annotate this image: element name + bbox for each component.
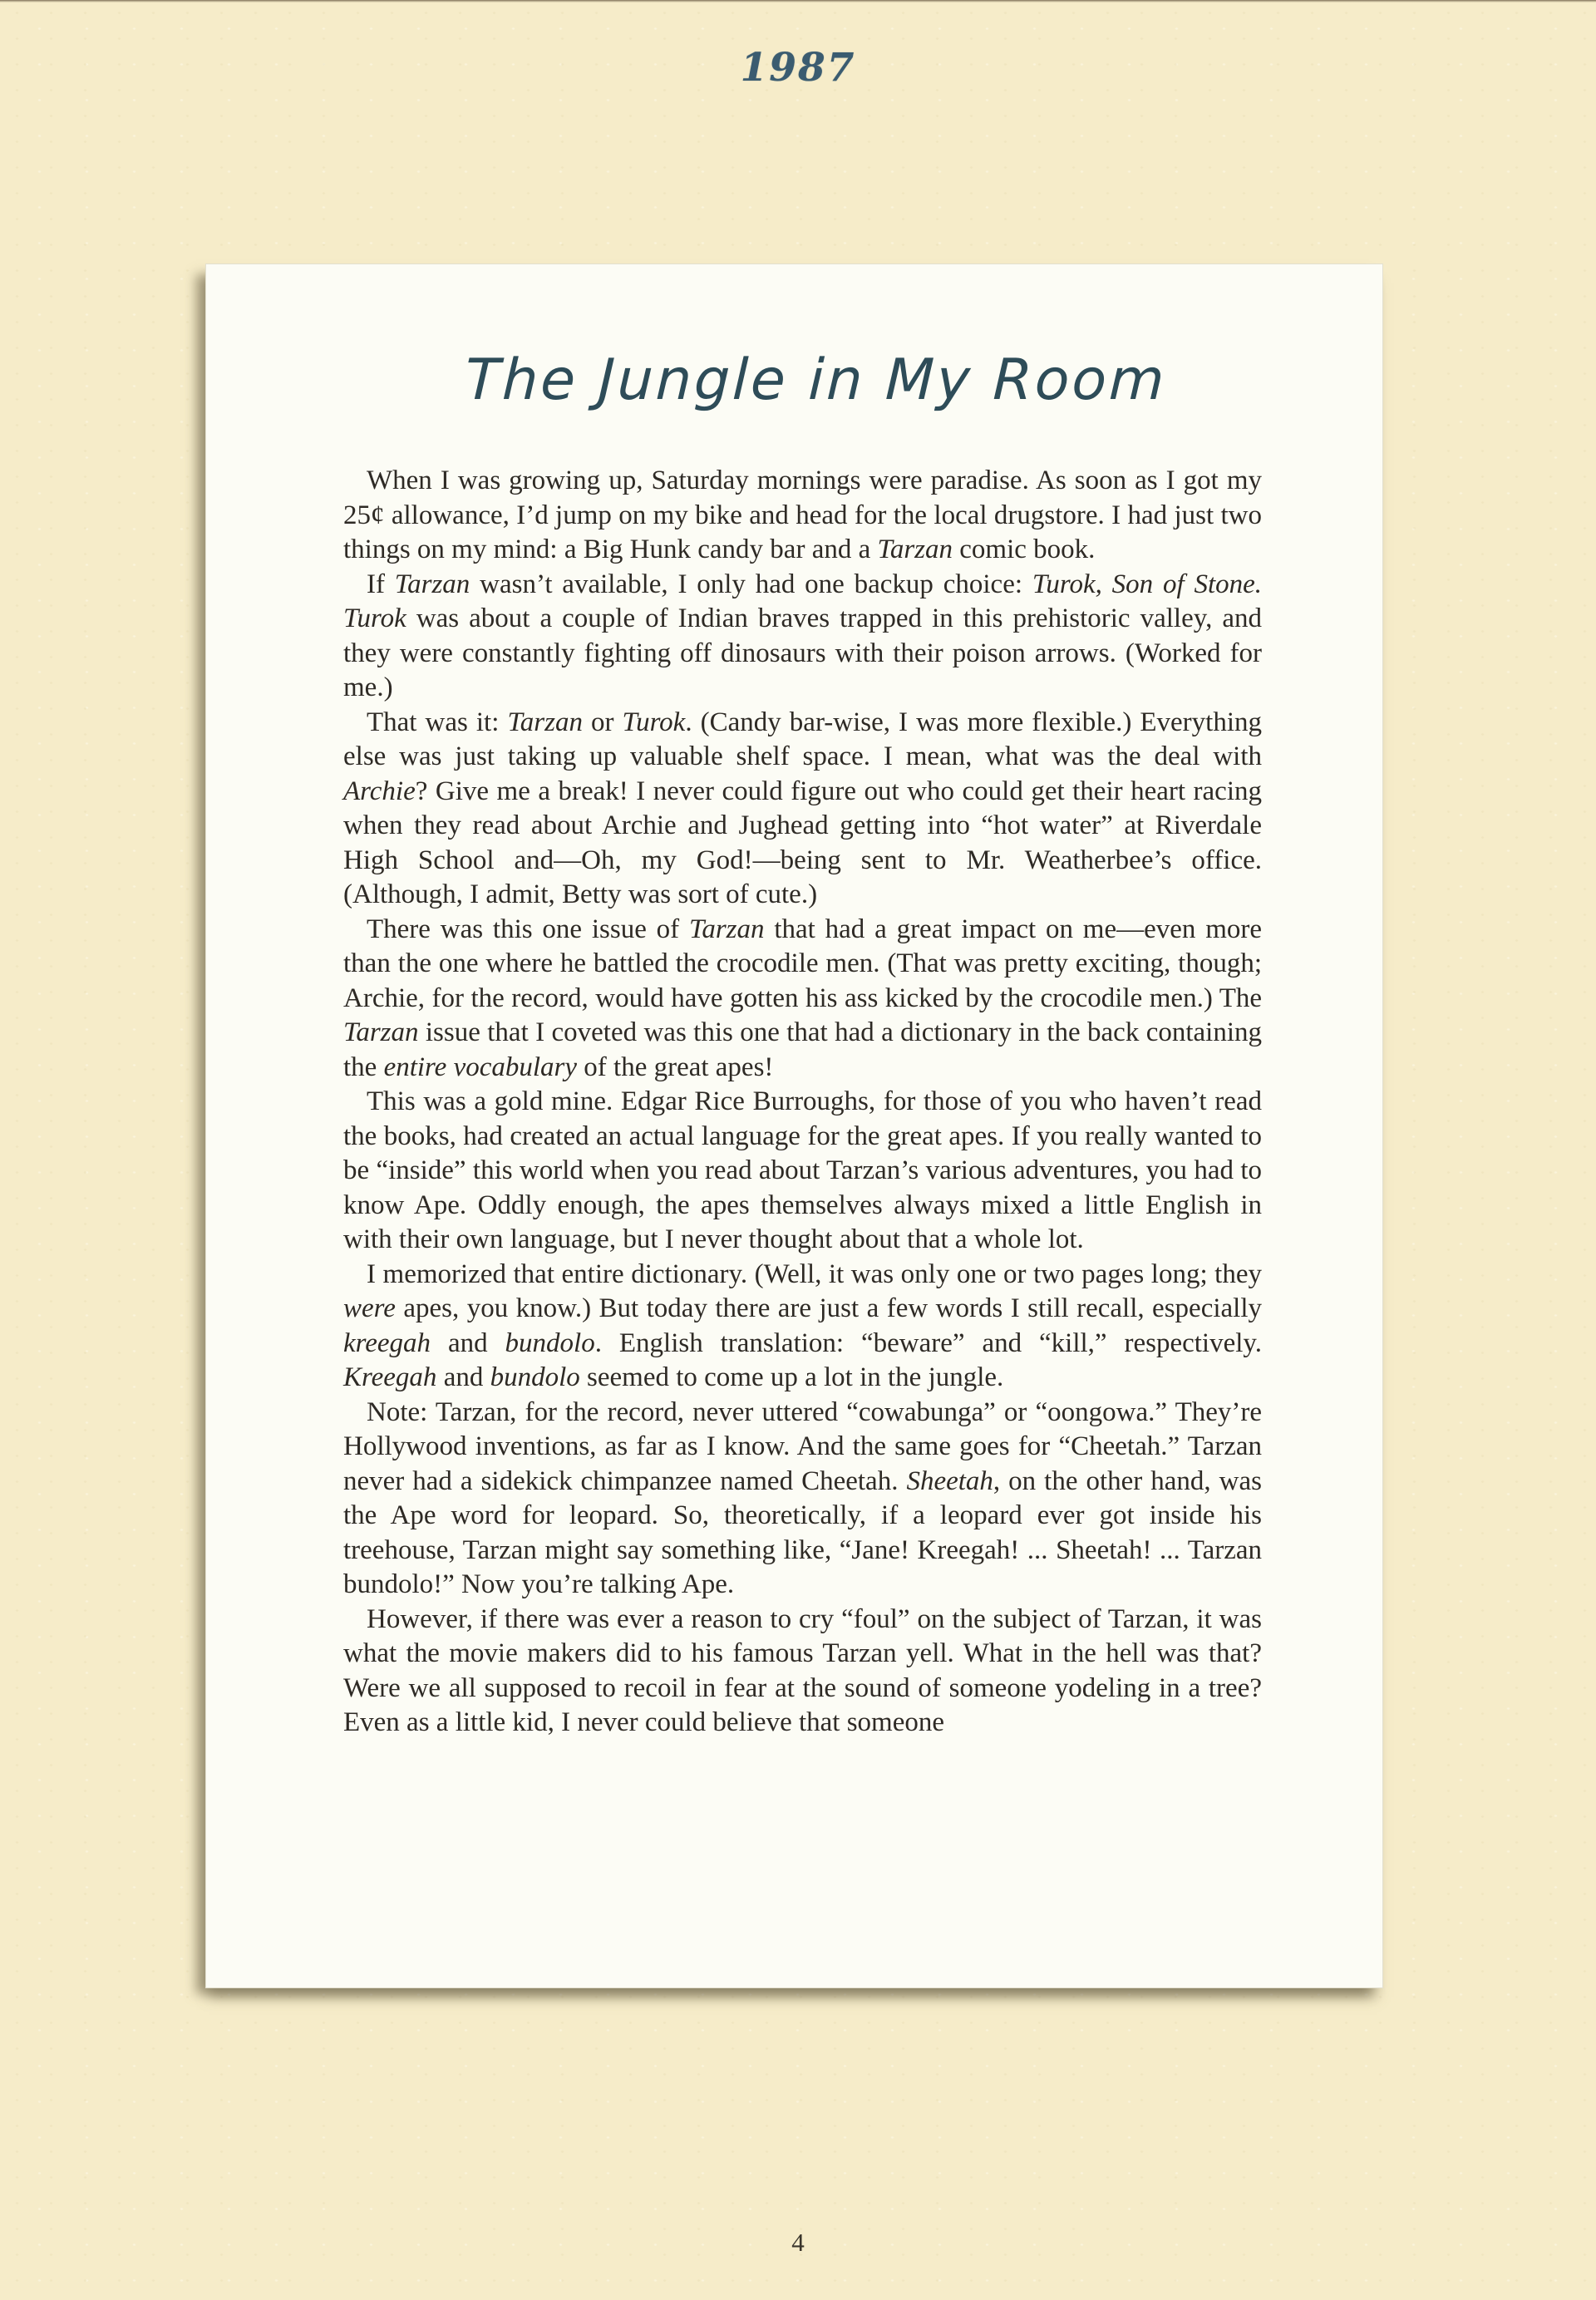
paragraph: If Tarzan wasn’t available, I only had one backup choice: Turok, Son of Stone. Turok was about a couple of Indian braves trapped in this prehistoric valley, and they were constantly fighting off dinosaurs with their poison arrows. (Worked for me.)	[343, 569, 1263, 702]
scan-top-edge-shadow	[0, 0, 1596, 2]
paragraph: This was a gold mine. Edgar Rice Burroughs, for those of you who haven’t read the books, had created an actual language for the great apes. If you really wanted to be “inside” this world when you read about Tarzan’s various adventures, you had to know Ape. Oddly enough, the apes themselves always mixed a little English in with their own language, but I never thought about that a whole lot.	[343, 1086, 1262, 1254]
paragraph: There was this one issue of Tarzan that had a great impact on me—even more than the one where he battled the crocodile men. (That was pretty exciting, though; Archie, for the record, would have gotten his ass kicked by the crocodile men.) The Tarzan issue that I coveted was this one that had a dictionary in the back containing the entire vocabulary of the great apes!	[343, 914, 1263, 1082]
inset-typeset-page	[205, 263, 1383, 1988]
paragraph: I memorized that entire dictionary. (Well, it was only one or two pages long; they were apes, you know.) But today there are just a few words I still recall, especially kreegah and bundolo. English translation: “beware” and “kill,” respectively. Kreegah and bundolo seemed to come up a lot in the jungle.	[343, 1258, 1262, 1392]
page-number: 4	[791, 2228, 805, 2257]
paragraph: When I was growing up, Saturday mornings were paradise. As soon as I got my 25¢ allowance, I’d jump on my bike and head for the local drugstore. I had just two things on my mind: a Big Hunk candy bar and a Tarzan comic book.	[343, 465, 1262, 564]
chapter-title: The Jungle in My Room	[464, 347, 1168, 413]
paragraph: Note: Tarzan, for the record, never uttered “cowabunga” or “oongowa.” They’re Hollywood inventions, as far as I know. And the same goes for “Cheetah.” Tarzan never had a sidekick chimpanzee named Cheetah. Sheetah, on the other hand, was the Ape word for leopard. So, theoretically, if a leopard ever got inside his treehouse, Tarzan might say something like, “Jane! Kreegah! ... Sheetah! ... Tarzan bundolo!” Now you’re talking Ape.	[343, 1396, 1262, 1599]
paragraph: That was it: Tarzan or Turok. (Candy bar-wise, I was more flexible.) Everything else was just taking up valuable shelf space. I mean, what was the deal with Archie? Give me a break! I never could figure out who could get their heart racing when they read about Archie and Jughead getting into “hot water” at Riverdale High School and—Oh, my God!—being sent to Mr. Weatherbee’s office. (Although, I admit, Betty was sort of cute.)	[343, 707, 1262, 909]
paragraph: However, if there was ever a reason to cry “foul” on the subject of Tarzan, it was what the movie makers did to his famous Tarzan yell. What in the hell was that? Were we all supposed to recoil in fear at the sound of someone yodeling in a tree? Even as a little kid, I never could believe that someone	[343, 1603, 1262, 1737]
chapter-year-heading: 1987	[740, 45, 856, 91]
body-paragraphs	[343, 464, 1262, 1741]
